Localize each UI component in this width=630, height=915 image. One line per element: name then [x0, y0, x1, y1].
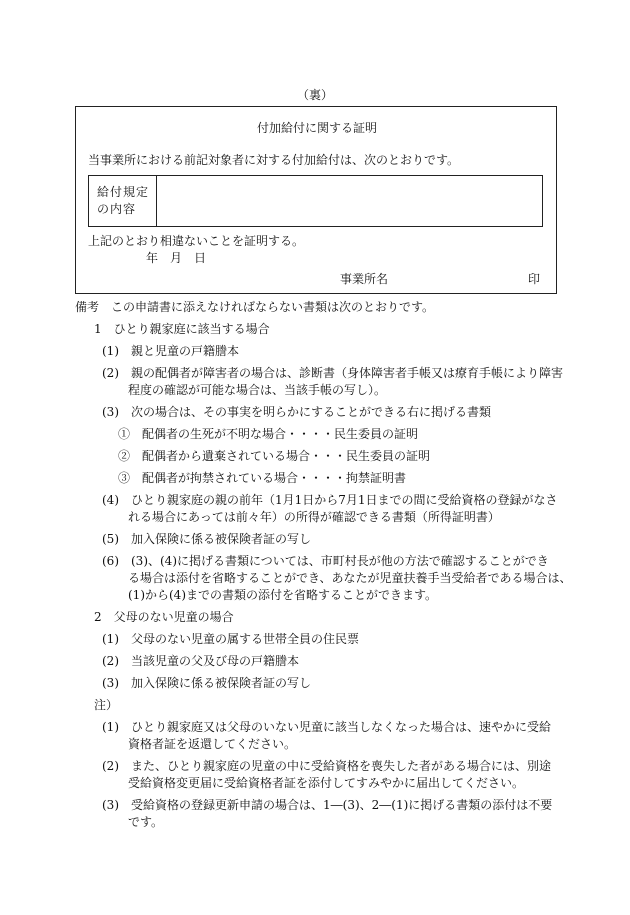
list-item: (3) 受給資格の登録更新申請の場合は、1―(3)、2―(1)に掲げる書類の添付は不要 — [102, 798, 553, 812]
notes-caution-label: 注） — [94, 698, 119, 712]
notes-header: 備考 この申請書に添えなければならない書類は次のとおりです。 — [75, 300, 435, 314]
list-item: (5) 加入保険に係る被保険者証の写し — [102, 532, 311, 546]
benefit-rule-table — [88, 175, 543, 227]
list-item: (1) 父母のない児童の属する世帯全員の住民票 — [102, 632, 359, 646]
list-item-continued: 程度の確認が可能な場合は、当該手帳の写し）。 — [128, 383, 387, 397]
certificate-confirm: 上記のとおり相違ないことを証明する。 — [88, 234, 305, 248]
seal-mark: 印 — [528, 272, 541, 286]
notes-section-1: 1 ひとり親家庭に該当する場合 — [94, 322, 270, 336]
certificate-date: 年 月 日 — [146, 251, 207, 265]
benefit-rule-label-line2: の内容 — [97, 202, 137, 216]
office-name-label: 事業所名 — [340, 272, 389, 286]
list-item-continued: 受給資格変更届に受給資格者証を添付してすみやかに届出してください。 — [128, 776, 525, 790]
page-label: （裏） — [296, 88, 333, 102]
list-item: (3) 加入保険に係る被保険者証の写し — [102, 676, 311, 690]
list-subitem: ① 配偶者の生死が不明な場合・・・・民生委員の証明 — [118, 427, 419, 441]
list-item-continued: です。 — [128, 815, 164, 829]
list-item: (3) 次の場合は、その事実を明らかにすることができる右に掲げる書類 — [102, 405, 492, 419]
certificate-intro: 当事業所における前記対象者に対する付加給付は、次のとおりです。 — [88, 153, 460, 167]
benefit-rule-label — [89, 176, 157, 226]
list-item: (6) (3)、(4)に掲げる書類については、市町村長が他の方法で確認することができ — [102, 554, 549, 568]
certificate-box — [75, 106, 557, 294]
list-item: (2) 親の配偶者が障害者の場合は、診断書（身体障害者手帳又は療育手帳により障害 — [102, 366, 564, 380]
certificate-title: 付加給付に関する証明 — [256, 121, 377, 135]
list-item: (2) 当該児童の父及び母の戸籍謄本 — [102, 654, 299, 668]
list-item-continued: れる場合にあっては前々年）の所得が確認できる書類（所得証明書） — [128, 510, 500, 524]
benefit-rule-label-line1: 給付規定 — [97, 185, 150, 199]
list-subitem: ② 配偶者から遺棄されている場合・・・民生委員の証明 — [118, 449, 431, 463]
list-item: (2) また、ひとり親家庭の児童の中に受給資格を喪失した者がある場合には、別途 — [102, 759, 552, 773]
list-subitem: ③ 配偶者が拘禁されている場合・・・・拘禁証明書 — [118, 471, 407, 485]
notes-section-2: 2 父母のない児童の場合 — [94, 610, 234, 624]
list-item-continued: 資格者証を返還してください。 — [128, 737, 297, 751]
list-item: (1) 親と児童の戸籍謄本 — [102, 344, 239, 358]
list-item: (4) ひとり親家庭の親の前年（1月1日から7月1日までの間に受給資格の登録がなさ — [102, 493, 558, 507]
list-item-continued: (1)から(4)までの書類の添付を省略することができます。 — [128, 588, 438, 602]
list-item: (1) ひとり親家庭又は父母のいない児童に該当しなくなった場合は、速やかに受給 — [102, 720, 552, 734]
list-item-continued: る場合は添付を省略することができ、あなたが児童扶養手当受給者である場合は、 — [128, 571, 572, 585]
